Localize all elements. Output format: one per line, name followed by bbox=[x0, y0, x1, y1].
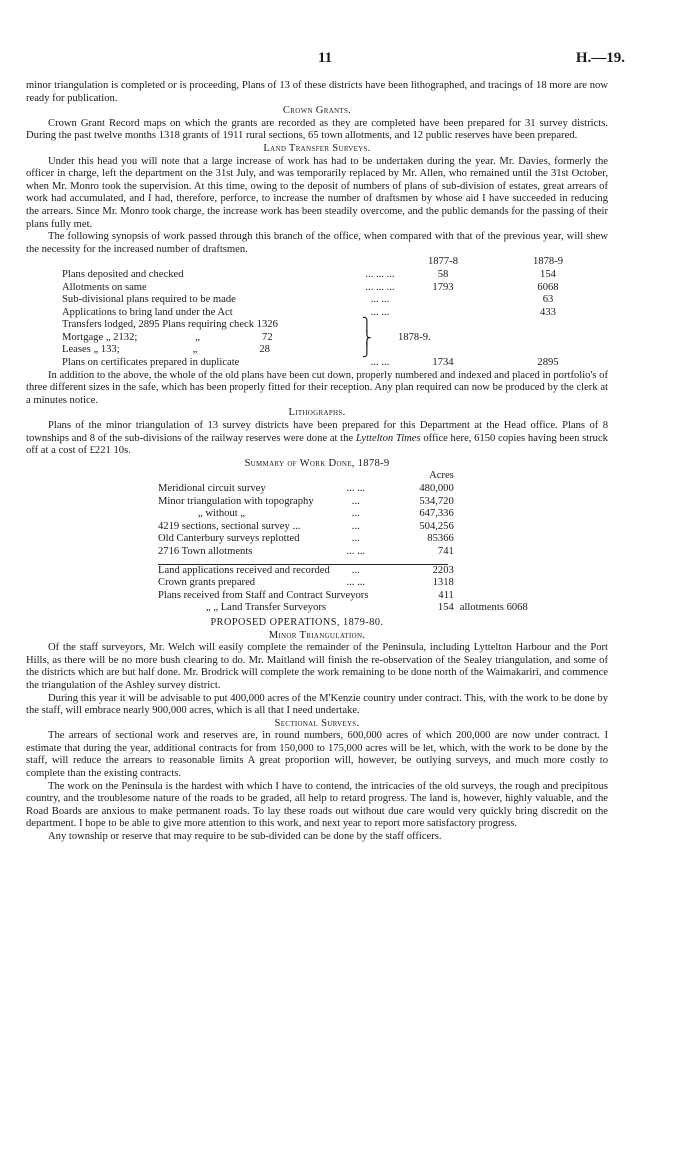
row-label: Applications to bring land under the Act bbox=[62, 306, 233, 318]
paragraph: The following synopsis of work passed through this branch of the office, when compared with that of the previous year, will shew the necessity for the increased number of draftsmen. bbox=[26, 231, 608, 255]
row-label bbox=[62, 344, 362, 357]
section-heading: Minor Triangulation. bbox=[268, 629, 366, 641]
table-row bbox=[158, 546, 534, 559]
table-row bbox=[62, 294, 608, 307]
table-row: Leases „ 133; „ 28 ⎭ bbox=[62, 342, 372, 358]
cell-value: 433 bbox=[540, 306, 556, 318]
row-label-text: Mortgage „ 2132; bbox=[62, 331, 138, 343]
cell-value: 2895 bbox=[537, 357, 559, 369]
cell-extra: allotments 6068 bbox=[459, 602, 528, 614]
row-label: Transfers lodged, 2895 Plans requiring check 1326 bbox=[62, 319, 278, 331]
cell-value: 411 bbox=[438, 589, 454, 601]
row-label: 4219 sections, sectional survey ... bbox=[158, 520, 301, 532]
paragraph: The arrears of sectional work and reserves are, in round numbers, 600,000 acres of which 200,000 are now under contract. I estimate that during the year, additional contracts for from 150,000 to 175,000 acres will be let, which, with the work to be done by the staff, will reduce the arrears to reasonable limits A great proportion will, however, be outlying surveys, and much more costly to complete than the existing contracts. bbox=[26, 730, 608, 780]
table-row: Mortgage „ 2132; „ 72 ⎬ 1878-9. bbox=[62, 332, 608, 345]
cell-value: 58 bbox=[437, 268, 449, 280]
table-row bbox=[158, 565, 534, 578]
row-label: Allotments on same bbox=[62, 281, 147, 293]
row-label: Sub-divisional plans required to be made bbox=[62, 294, 236, 306]
page-number: 11 bbox=[318, 50, 333, 66]
cell-value: 647,336 bbox=[419, 508, 454, 520]
cell-value bbox=[398, 294, 488, 307]
column-header: 1877-8 bbox=[427, 256, 458, 268]
table-row bbox=[158, 533, 534, 546]
paragraph-text: Plans of the minor triangulation of 13 survey districts have been prepared for this Department at the Head office. Plans of 8 townships and 8 of the sub-divisions of the railway reserves were done at the bbox=[26, 420, 608, 444]
leader-dots: ... bbox=[351, 533, 360, 545]
section-heading: Lithographs. bbox=[288, 407, 346, 419]
paragraph: In addition to the above, the whole of the old plans have been cut down, properly numbered and indexed and placed in portfolio's of three different sizes in the safe, which has been properly fitted for their reception. Any plan required can now be produced by the clerk at a minutes notice. bbox=[26, 369, 608, 406]
leader-dots: ... ... bbox=[370, 357, 390, 369]
section-heading: Land Transfer Surveys. bbox=[263, 142, 371, 154]
ditto-mark: „ bbox=[192, 344, 198, 356]
table-row: Transfers lodged, 2895 Plans requiring check 1326 ⎫ bbox=[62, 317, 372, 333]
paragraph: minor triangulation is completed or is proceeding, Plans of 13 of these districts have been lithographed, and tracings of 18 more are now ready for publication. bbox=[26, 80, 608, 104]
brace-year-label: 1878-9. bbox=[398, 331, 431, 343]
paragraph bbox=[26, 420, 608, 458]
leader-dots: ... ... ... bbox=[365, 281, 395, 293]
cell-value: 63 bbox=[542, 294, 554, 306]
row-label: Minor triangulation with topography bbox=[158, 495, 314, 507]
section-heading: PROPOSED OPERATIONS, 1879-80. bbox=[210, 616, 384, 628]
cell-value bbox=[398, 307, 488, 320]
table-row bbox=[158, 590, 534, 603]
leader-dots: ... bbox=[351, 520, 360, 532]
cell-value: 6068 bbox=[537, 281, 559, 293]
cell-value: 1734 bbox=[432, 357, 454, 369]
table-row bbox=[62, 282, 608, 295]
row-label: Plans deposited and checked bbox=[62, 268, 184, 280]
leader-dots: ... bbox=[351, 564, 360, 576]
section-heading: Crown Grants. bbox=[282, 105, 352, 117]
table-row bbox=[62, 357, 608, 370]
table-row bbox=[158, 508, 534, 521]
cell-value: 154 bbox=[540, 268, 556, 280]
cell-value: 2203 bbox=[432, 564, 454, 576]
leader-dots: ... bbox=[351, 495, 360, 507]
table-row bbox=[158, 602, 534, 615]
paragraph: During this year it will be advisable to put 400,000 acres of the M'Kenzie country under contract. This, with the work to be done by the staff, will embrace nearly 900,000 acres, which is all that I need undertake. bbox=[26, 692, 608, 717]
table-row bbox=[158, 483, 534, 496]
row-label: Old Canterbury surveys replotted bbox=[158, 533, 300, 545]
table-row bbox=[62, 269, 608, 282]
row-label: „ without „ bbox=[198, 508, 246, 520]
leader-dots: ... ... bbox=[346, 577, 366, 589]
section-heading: Sectional Surveys. bbox=[274, 717, 360, 729]
cell-value: 504,256 bbox=[419, 520, 454, 532]
cell-value: 480,000 bbox=[419, 483, 454, 494]
summary-table bbox=[158, 470, 534, 615]
leader-dots: ... ... bbox=[370, 306, 390, 318]
row-label: Crown grants prepared bbox=[158, 577, 256, 589]
synopsis-table bbox=[62, 256, 608, 369]
column-header: 1878-9 bbox=[532, 256, 563, 268]
row-label: 2716 Town allotments bbox=[158, 545, 253, 557]
table-row bbox=[62, 307, 608, 320]
cell-value: 85366 bbox=[427, 533, 454, 545]
leader-dots: ... ... ... bbox=[365, 268, 395, 280]
section-heading: Summary of Work Done, 1878-9 bbox=[244, 457, 390, 469]
paragraph: Of the staff surveyors, Mr. Welch will easily complete the remainder of the Peninsula, including Lyttelton Harbour and the Port Hills, as there will be no more bush clearing to do. Mr. Maitland will finish the re-observation of the Sealey triangulation, and some of the districts which are but half done. Mr. Brodrick will complete the work remaining to be done north of the Waimakariri, and commence the triangulation of the Ashley survey district. bbox=[26, 642, 608, 691]
leader-dots: ... ... bbox=[346, 545, 366, 557]
document-reference: H.—19. bbox=[575, 50, 625, 66]
table-row bbox=[158, 577, 534, 590]
cell-value: 72 bbox=[262, 331, 273, 343]
row-label-text: Leases „ 133; bbox=[62, 344, 120, 356]
paragraph: Under this head you will note that a large increase of work has had to be undertaken during the year. Mr. Davies, formerly the officer in charge, left the department on the 31st July, and was temporarily replaced by Mr. Allen, who remained until the 31st October, when Mr. Monro took the supervision. At this time, owing to the deposit of numbers of plans of sub-division of estates, great arrears of work had accumulated, and I had, therefore, perforce, to increase the number of draftsmen by whose aid I have succeeded in reducing the arrears. Since Mr. Monro took charge, the increase work has been steadily overcome, and the public demands for the passing of their plans fully met. bbox=[26, 155, 608, 230]
table-row bbox=[158, 496, 534, 509]
newspaper-name: Lyttelton Times bbox=[355, 432, 421, 444]
cell-value: 28 bbox=[259, 344, 270, 356]
cell-value: 741 bbox=[437, 545, 454, 557]
table-row bbox=[158, 521, 534, 534]
page-body bbox=[26, 80, 608, 844]
cell-value: 1793 bbox=[432, 281, 454, 293]
row-label: Land applications received and recorded bbox=[158, 564, 330, 576]
row-label: „ „ Land Transfer Surveyors bbox=[206, 602, 327, 614]
leader-dots: ... ... bbox=[346, 483, 366, 494]
leader-dots: ... bbox=[351, 508, 360, 520]
ditto-mark: „ bbox=[195, 331, 200, 343]
row-label bbox=[62, 332, 362, 345]
paragraph-text: office here, 6150 copies having been struck off at a cost of £221 10s. bbox=[26, 432, 608, 457]
leader-dots: ... ... bbox=[370, 294, 390, 306]
column-header: Acres bbox=[429, 470, 454, 482]
cell-value: 154 bbox=[437, 602, 454, 614]
paragraph: Any township or reserve that may require to be sub-divided can be done by the staff officers. bbox=[48, 831, 442, 843]
cell-value: 534,720 bbox=[419, 495, 454, 507]
row-label: Plans received from Staff and Contract Surveyors bbox=[158, 589, 369, 601]
row-label: Meridional circuit survey bbox=[158, 483, 266, 494]
cell-value: 1318 bbox=[432, 577, 454, 589]
paragraph: The work on the Peninsula is the hardest with which I have to contend, the intricacies of the old surveys, the rough and precipitous country, and the troublesome nature of the roads to be graded, all help to retard progress. The land is, however, highly valuable, and the Road Boards are anxious to make permanent roads. To lay these roads out without due care would very quickly bring discredit on the department. I hope to be able to give more attention to this work, and next year to report more satisfactory progress. bbox=[26, 780, 608, 830]
row-label: Plans on certificates prepared in duplicate bbox=[62, 357, 240, 369]
paragraph: Crown Grant Record maps on which the grants are recorded as they are completed have been prepared for 31 survey districts. During the past twelve months 1318 grants of 1911 rural sections, 65 town allotments, and 12 public reserves have been prepared. bbox=[26, 117, 608, 142]
